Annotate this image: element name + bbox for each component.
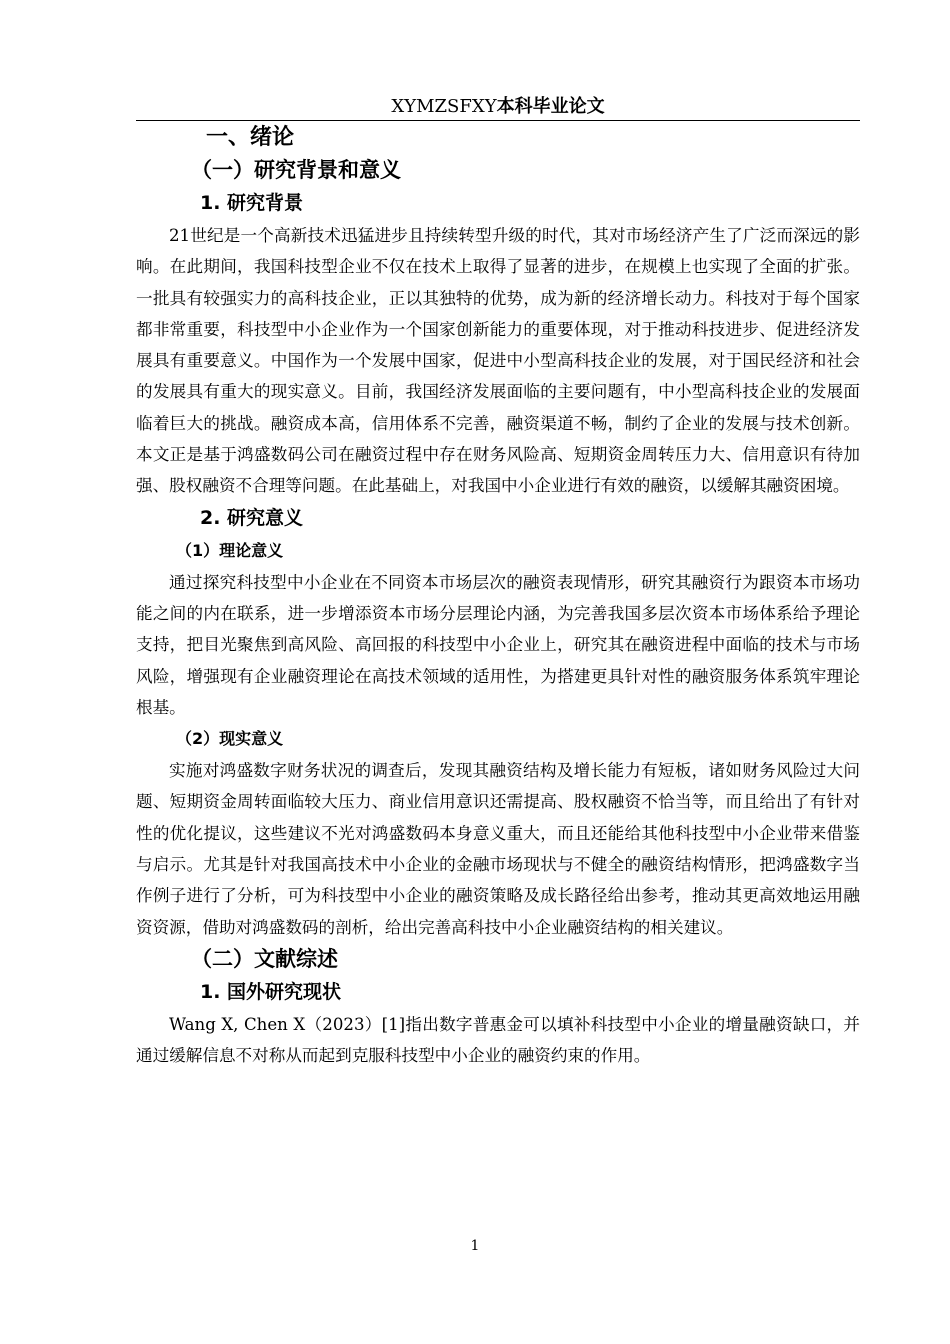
paragraph-practical-significance: 实施对鸿盛数字财务状况的调查后，发现其融资结构及增长能力有短板，诸如财务风险过大问题、短期资金周转面临较大压力、商业信用意识还需提高、股权融资不恰当等，而且给出了有针对性的优化提议，这些建议不光对鸿盛数码本身意义重大，而且还能给其他科技型中小企业带来借鉴与启示。尤其是针对我国高技术中小企业的金融市场现状与不健全的融资结构情形，把鸿盛数字当作例子进行了分析，可为科技型中小企业的融资策略及成长路径给出参考，推动其更高效地运用融资资源，借助对鸿盛数码的剖析，给出完善高科技中小企业融资结构的相关建议。 [136,761,860,937]
paragraph-theoretical-significance: 通过探究科技型中小企业在不同资本市场层次的融资表现情形，研究其融资行为跟资本市场功能之间的内在联系，进一步增添资本市场分层理论内涵，为完善我国多层次资本市场体系给予理论支持，把目光聚焦到高风险、高回报的科技型中小企业上，研究其在融资进程中面临的技术与市场风险，增强现有企业融资理论在高技术领域的适用性，为搭建更具针对性的融资服务体系筑牢理论根基。 [136,572,860,717]
chapter-heading: 一、绪论 [206,125,295,150]
heading-theoretical-significance: （1）理论意义 [176,540,284,560]
header-title: 本科毕业论文 [496,96,605,117]
page-header [136,96,860,118]
header-code: XYMZSFXY [391,96,497,117]
section-heading-literature: （二）文献综述 [191,946,338,971]
header-rule [136,120,860,121]
heading-practical-significance: （2）现实意义 [176,729,284,749]
paragraph-foreign-research: Wang X, Chen X（2023）[1]指出数字普惠金可以填补科技型中小企业的增量融资缺口，并通过缓解信息不对称从而起到克服科技型中小企业的融资约束的作用。 [136,1014,860,1066]
subsection-heading-significance: 2. 研究意义 [200,506,304,529]
subsection-heading-foreign-research: 1. 国外研究现状 [200,980,342,1003]
document-body [136,122,860,1072]
paragraph-background: 21世纪是一个高新技术迅猛进步且持续转型升级的时代，其对市场经济产生了广泛而深远的影响。在此期间，我国科技型企业不仅在技术上取得了显著的进步，在规模上也实现了全面的扩张。一批具有较强实力的高科技企业，正以其独特的优势，成为新的经济增长动力。科技对于每个国家都非常重要，科技型中小企业作为一个国家创新能力的重要体现，对于推动科技进步、促进经济发展具有重要意义。中国作为一个发展中国家，促进中小型高科技企业的发展，对于国民经济和社会的发展具有重大的现实意义。目前，我国经济发展面临的主要问题有，中小型高科技企业的发展面临着巨大的挑战。融资成本高，信用体系不完善，融资渠道不畅，制约了企业的发展与技术创新。本文正是基于鸿盛数码公司在融资过程中存在财务风险高、短期资金周转压力大、信用意识有待加强、股权融资不合理等问题。在此基础上，对我国中小企业进行有效的融资，以缓解其融资困境。 [136,226,860,496]
section-heading-background: （一）研究背景和意义 [191,158,401,182]
page-number: 1 [470,1238,480,1254]
subsection-heading-background: 1. 研究背景 [200,192,304,214]
